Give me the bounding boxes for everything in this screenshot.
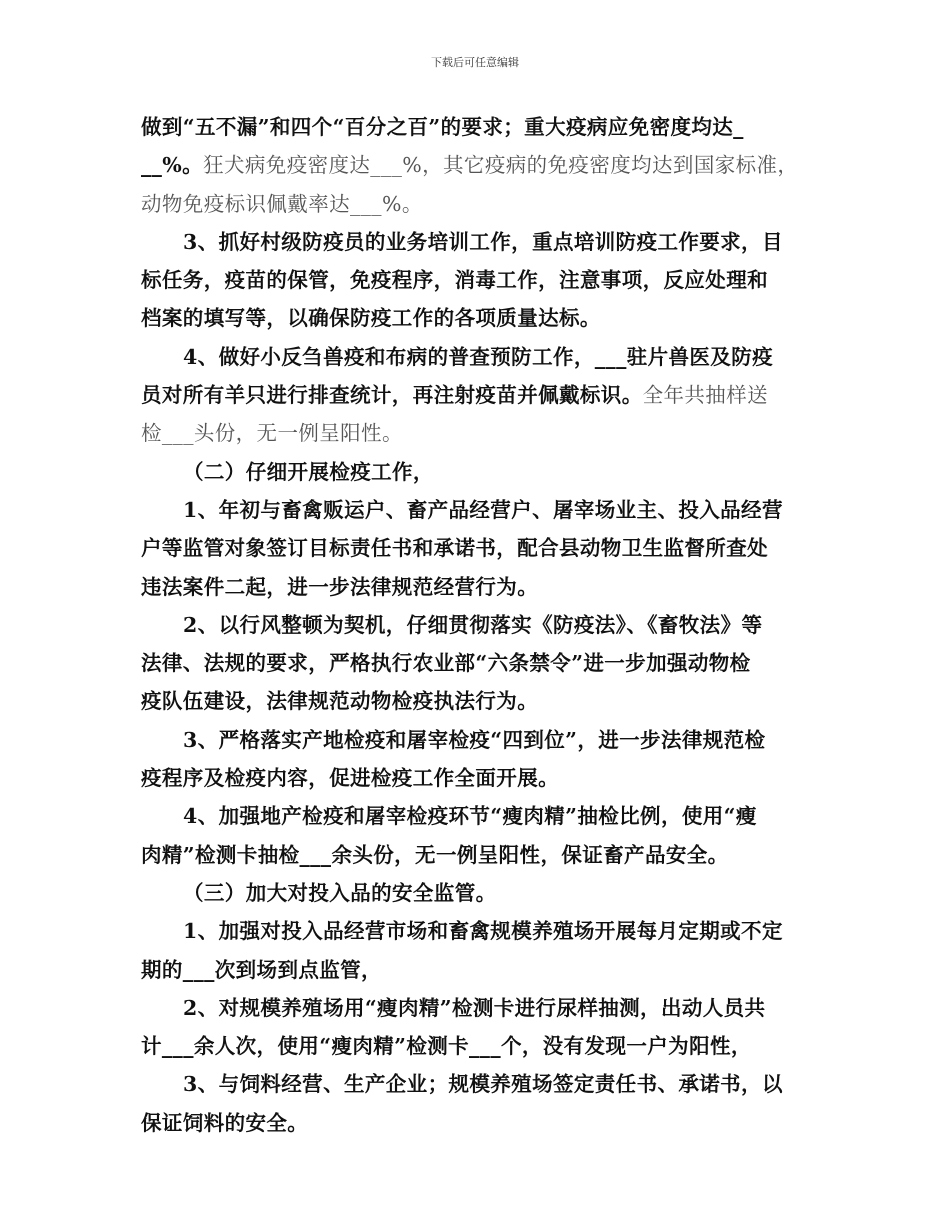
paragraph-line: 做到“五不漏”和四个“百分之百”的要求；重大疫病应免密度均达_ — [141, 115, 744, 139]
paragraph-line: 法律、法规的要求，严格执行农业部“六条禁令”进一步加强动物检 — [141, 651, 751, 676]
paragraph-line: 3、与饲料经营、生产企业；规模养殖场签定责任书、承诺书，以 — [183, 1072, 783, 1097]
paragraph-line: 员对所有羊只进行排查统计，再注射疫苗并佩戴标识。全年共抽样送 — [141, 383, 769, 408]
paragraph-line: 档案的填写等，以确保防疫工作的各项质量达标。 — [141, 306, 601, 331]
paragraph-line: 3、严格落实产地检疫和屠宰检疫“四到位”，进一步法律规范检 — [183, 727, 766, 752]
paragraph-line: 计___余人次，使用“瘦肉精”检测卡___个，没有发现一户为阳性， — [141, 1034, 752, 1059]
paragraph-line: 2、对规模养殖场用“瘦肉精”检测卡进行尿样抽测，出动人员共 — [183, 995, 766, 1020]
paragraph-line: 户等监管对象签订目标责任书和承诺书，配合县动物卫生监督所查处 — [141, 536, 768, 561]
paragraph-line: 1、年初与畜禽贩运户、畜产品经营户、屠宰场业主、投入品经营 — [183, 497, 783, 522]
paragraph-line: 肉精”检测卡抽检___余头份，无一例呈阳性，保证畜产品安全。 — [141, 842, 729, 867]
paragraph-line: 3、抓好村级防疫员的业务培训工作，重点培训防疫工作要求，目 — [183, 229, 783, 254]
paragraph-line: 疫程序及检疫内容，促进检疫工作全面开展。 — [141, 766, 559, 791]
paragraph-line: 动物免疫标识佩戴率达___%。 — [141, 191, 423, 216]
paragraph-line: 4、做好小反刍兽疫和布病的普查预防工作，___驻片兽医及防疫 — [183, 344, 774, 369]
paragraph-line: 2、以行风整顿为契机，仔细贯彻落实《防疫法》、《畜牧法》等 — [183, 612, 763, 637]
section-heading: （三）加大对投入品的安全监管。 — [183, 880, 497, 905]
paragraph-line: 保证饲料的安全。 — [141, 1110, 309, 1135]
section-heading: （二）仔细开展检疫工作， — [183, 459, 434, 484]
paragraph-line: 4、加强地产检疫和屠宰检疫环节“瘦肉精”抽检比例，使用“瘦 — [183, 804, 757, 829]
paragraph-line: 检___头份，无一例呈阳性。 — [141, 421, 403, 446]
paragraph-line: 违法案件二起，进一步法律规范经营行为。 — [141, 574, 539, 599]
paragraph-line: 标任务，疫苗的保管，免疫程序，消毒工作，注意事项，反应处理和 — [141, 268, 768, 293]
document-body — [141, 108, 813, 1142]
paragraph-line: 期的___次到场到点监管， — [141, 957, 382, 982]
paragraph-line: 疫队伍建设，法律规范动物检疫执法行为。 — [141, 689, 539, 714]
paragraph-line: 1、加强对投入品经营市场和畜禽规模养殖场开展每月定期或不定 — [183, 919, 783, 944]
page-header: 下载后可任意编辑 — [431, 56, 519, 69]
paragraph-line: __%。狂犬病免疫密度达___%，其它疫病的免疫密度均达到国家标准， — [141, 153, 799, 178]
